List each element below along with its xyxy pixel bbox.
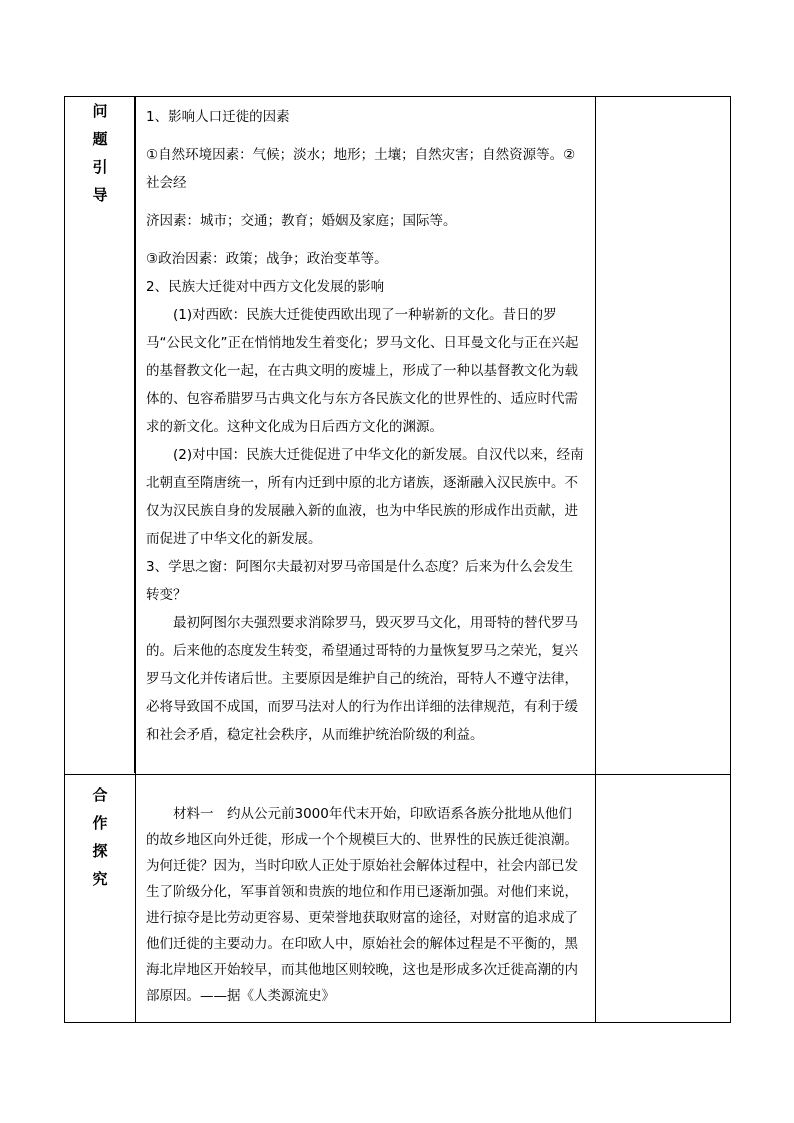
heading-study-window: 3、学思之窗：阿图尔夫最初对罗马帝国是什么态度？后来为什么会发生转变？ xyxy=(146,559,574,603)
china-paragraph: (2)对中国：民族大迁徙促进了中华文化的新发展。自汉代以来，经南北朝直至隋唐统一，所有内迁到中原的北方诸族，逐渐融入汉民族中。不仅为汉民族自身的发展融入新的血液，也为中华民族的形成作出贡献，进而促进了中华文化的新发展。 xyxy=(146,447,584,547)
heading-migration-factors: 1、影响人口迁徙的因素 xyxy=(146,109,290,125)
table-row-cooperation xyxy=(65,775,731,1023)
west-europe-paragraph: (1)对西欧：民族大迁徙使西欧出现了一种崭新的文化。昔日的罗马“公民文化”正在悄悄地发生着变化；罗马文化、日耳曼文化与正在兴起的基督教文化一起，在古典文明的废墟上，形成了一种以基督教文化为载体的、包容希腊罗马古典文化与东方各民族文化的世界性的、适应时代需求的新文化。这种文化成为日后西方文化的渊源。 xyxy=(146,307,579,435)
cooperation-notes-cell xyxy=(596,775,731,1023)
section-label-cooperation: 合 作 探 究 xyxy=(92,786,108,888)
political-factors: ③政治因素：政策；战争；政治变革等。 xyxy=(146,251,388,267)
heading-cultural-impact: 2、民族大迁徙对中西方文化发展的影响 xyxy=(146,279,385,295)
guidance-notes-cell xyxy=(596,97,731,775)
cooperation-content-cell xyxy=(136,775,596,1023)
natural-factors-line1: ①自然环境因素：气候；淡水；地形；土壤；自然灾害；自然资源等。②社会经 xyxy=(146,147,576,191)
material-one-paragraph: 材料一 约从公元前3000年代末开始，印欧语系各族分批地从他们的故乡地区向外迁徙，形成一个个规模巨大的、世界性的民族迁徙浪潮。为何迁徙？因为，当时印欧人正处于原始社会解体过程中，社会内部已发生了阶级分化，军事首领和贵族的地位和作用已逐渐加强。对他们来说，进行掠夺是比劳动更容易、更荣誉地获取财富的途径，对财富的追求成了他们迁徙的主要动力。在印欧人中，原始社会的解体过程是不平衡的，黑海北岸地区开始较早，而其他地区则较晚，这也是形成多次迁徙高潮的内部原因。——据《人类源流史》 xyxy=(146,805,578,1004)
guidance-label-cell xyxy=(65,97,136,775)
answer-paragraph: 最初阿图尔夫强烈要求消除罗马，毁灭罗马文化，用哥特的替代罗马的。后来他的态度发生转变，希望通过哥特的力量恢复罗马之荣光，复兴罗马文化并传诸后世。主要原因是维护自己的统治，哥特人不遵守法律，必将导致国不成国，而罗马法对人的行为作出详细的法律规范，有利于缓和社会矛盾，稳定社会秩序，从而维护统治阶级的利益。 xyxy=(146,615,578,743)
guidance-content-cell xyxy=(136,97,596,775)
cooperation-label-cell xyxy=(65,775,136,1023)
table-row-guidance xyxy=(65,97,731,775)
section-label-guidance: 问 题 引 导 xyxy=(92,102,108,204)
natural-factors-line2: 济因素：城市；交通；教育；婚姻及家庭；国际等。 xyxy=(146,213,457,229)
lesson-table xyxy=(64,96,731,1023)
inner-divider-line xyxy=(134,96,135,773)
